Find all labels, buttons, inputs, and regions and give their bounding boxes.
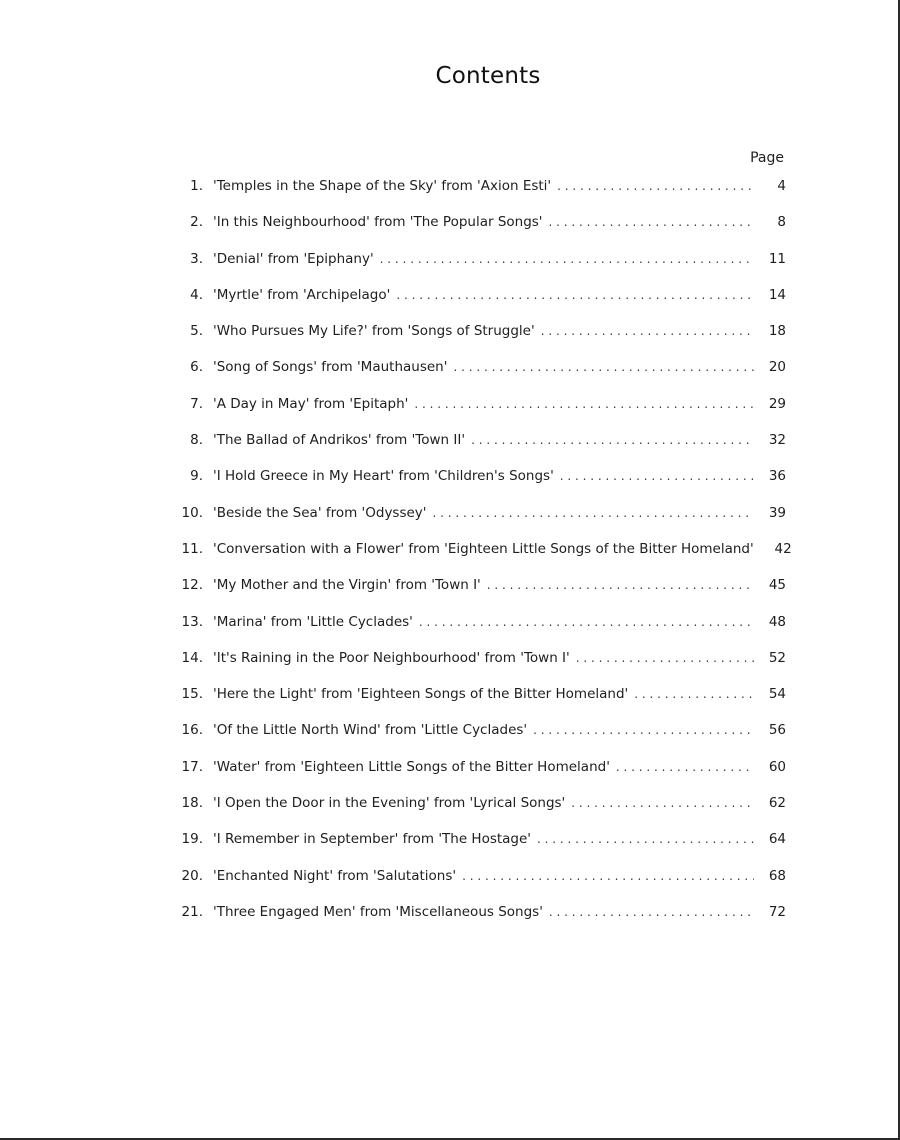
- entry-number: 12.: [181, 577, 203, 594]
- contents-entry: [175, 287, 786, 323]
- entry-page-number: 32: [768, 432, 786, 449]
- entry-title: 'In this Neighbourhood' from 'The Popular Songs': [213, 214, 543, 231]
- dot-leader: [396, 288, 754, 302]
- dot-leader: [576, 651, 754, 665]
- entry-title: 'My Mother and the Virgin' from 'Town I': [213, 577, 481, 594]
- dot-leader: [537, 832, 754, 846]
- dot-leader: [414, 397, 754, 411]
- entry-page-number: 14: [768, 286, 786, 303]
- entry-page-number: 36: [768, 468, 786, 485]
- contents-entry: [175, 468, 786, 504]
- entry-page-number: 62: [768, 795, 786, 812]
- entry-title: 'Who Pursues My Life?' from 'Songs of Struggle': [213, 323, 535, 340]
- entry-number: 5.: [190, 323, 203, 340]
- entry-number: 19.: [181, 831, 203, 848]
- contents-list: [175, 178, 792, 940]
- dot-leader: [549, 215, 754, 229]
- entry-title: 'Of the Little North Wind' from 'Little Cyclades': [213, 722, 528, 739]
- entry-title: 'Beside the Sea' from 'Odyssey': [213, 504, 427, 521]
- contents-entry: [175, 650, 786, 686]
- dot-leader: [533, 723, 754, 737]
- entry-title: 'Myrtle' from 'Archipelago': [213, 286, 391, 303]
- entry-title: 'I Hold Greece in My Heart' from 'Children's Songs': [213, 468, 554, 485]
- entry-number: 21.: [181, 903, 203, 920]
- entry-number: 2.: [190, 214, 203, 231]
- entry-number: 10.: [181, 504, 203, 521]
- dot-leader: [471, 433, 754, 447]
- entry-number: 15.: [181, 686, 203, 703]
- dot-leader: [462, 869, 754, 883]
- entry-page-number: 72: [768, 903, 786, 920]
- dot-leader: [433, 506, 754, 520]
- entry-page-number: 8: [777, 214, 786, 231]
- entry-page-number: 45: [768, 577, 786, 594]
- entry-page-number: 29: [768, 395, 786, 412]
- contents-entry: [175, 577, 786, 613]
- entry-title: 'It's Raining in the Poor Neighbourhood' from 'Town I': [213, 649, 570, 666]
- entry-title: 'Three Engaged Men' from 'Miscellaneous Songs': [213, 903, 543, 920]
- page-column-heading: Page: [750, 150, 784, 166]
- contents-entry: [175, 214, 786, 250]
- entry-number: 4.: [190, 286, 203, 303]
- entry-page-number: 52: [768, 649, 786, 666]
- entry-number: 18.: [181, 795, 203, 812]
- entry-title: 'Water' from 'Eighteen Little Songs of the Bitter Homeland': [213, 758, 610, 775]
- entry-number: 13.: [181, 613, 203, 630]
- entry-page-number: 20: [768, 359, 786, 376]
- entry-number: 8.: [190, 432, 203, 449]
- entry-title: 'Denial' from 'Epiphany': [213, 250, 374, 267]
- entry-page-number: 39: [768, 504, 786, 521]
- contents-entry: [175, 540, 792, 577]
- contents-entry: [175, 396, 786, 432]
- entry-title: 'The Ballad of Andrikos' from 'Town II': [213, 432, 466, 449]
- dot-leader: [549, 905, 754, 919]
- contents-entry: [175, 759, 786, 795]
- contents-entry: [175, 178, 786, 214]
- dot-leader: [487, 578, 754, 592]
- contents-entry: [175, 795, 786, 831]
- entry-page-number: 64: [768, 831, 786, 848]
- entry-title: 'I Open the Door in the Evening' from 'Lyrical Songs': [213, 795, 566, 812]
- contents-entry: [175, 251, 786, 287]
- entry-page-number: 48: [768, 613, 786, 630]
- entry-title: 'Temples in the Shape of the Sky' from 'Axion Esti': [213, 178, 552, 194]
- dot-leader: [453, 360, 754, 374]
- contents-entry: [175, 614, 786, 650]
- entry-number: 1.: [190, 178, 203, 194]
- contents-entry: [175, 831, 786, 867]
- contents-entry: [175, 323, 786, 359]
- entry-page-number: 42: [774, 540, 792, 557]
- entry-title: 'Conversation with a Flower' from 'Eighteen Little Songs of the Bitter Homeland': [213, 540, 754, 557]
- entry-number: 20.: [181, 867, 203, 884]
- dot-leader: [634, 687, 754, 701]
- dot-leader: [571, 796, 754, 810]
- contents-entry: [175, 868, 786, 904]
- entry-number: 14.: [181, 649, 203, 666]
- entry-number: 7.: [190, 395, 203, 412]
- contents-entry: [175, 686, 786, 722]
- entry-title: 'Here the Light' from 'Eighteen Songs of the Bitter Homeland': [213, 686, 629, 703]
- entry-page-number: 4: [777, 178, 786, 194]
- entry-page-number: 56: [768, 722, 786, 739]
- entry-number: 16.: [181, 722, 203, 739]
- entry-number: 9.: [190, 468, 203, 485]
- entry-number: 6.: [190, 359, 203, 376]
- page-title: Contents: [435, 63, 541, 90]
- entry-page-number: 68: [768, 867, 786, 884]
- entry-number: 3.: [190, 250, 203, 267]
- entry-number: 17.: [181, 758, 203, 775]
- dot-leader: [560, 469, 754, 483]
- contents-entry: [175, 359, 786, 395]
- entry-title: 'Enchanted Night' from 'Salutations': [213, 867, 457, 884]
- contents-entry: [175, 904, 786, 940]
- contents-entry: [175, 505, 786, 541]
- entry-title: 'Marina' from 'Little Cyclades': [213, 613, 413, 630]
- entry-title: 'I Remember in September' from 'The Hostage': [213, 831, 532, 848]
- contents-entry: [175, 432, 786, 468]
- dot-leader: [541, 324, 754, 338]
- dot-leader: [419, 615, 754, 629]
- entry-title: 'A Day in May' from 'Epitaph': [213, 395, 409, 412]
- entry-page-number: 60: [768, 758, 786, 775]
- entry-page-number: 54: [768, 686, 786, 703]
- contents-entry: [175, 722, 786, 758]
- dot-leader: [616, 760, 754, 774]
- dot-leader: [557, 179, 754, 193]
- entry-number: 11.: [181, 540, 203, 557]
- dot-leader: [380, 252, 754, 266]
- entry-page-number: 11: [768, 250, 786, 267]
- entry-page-number: 18: [768, 323, 786, 340]
- entry-title: 'Song of Songs' from 'Mauthausen': [213, 359, 448, 376]
